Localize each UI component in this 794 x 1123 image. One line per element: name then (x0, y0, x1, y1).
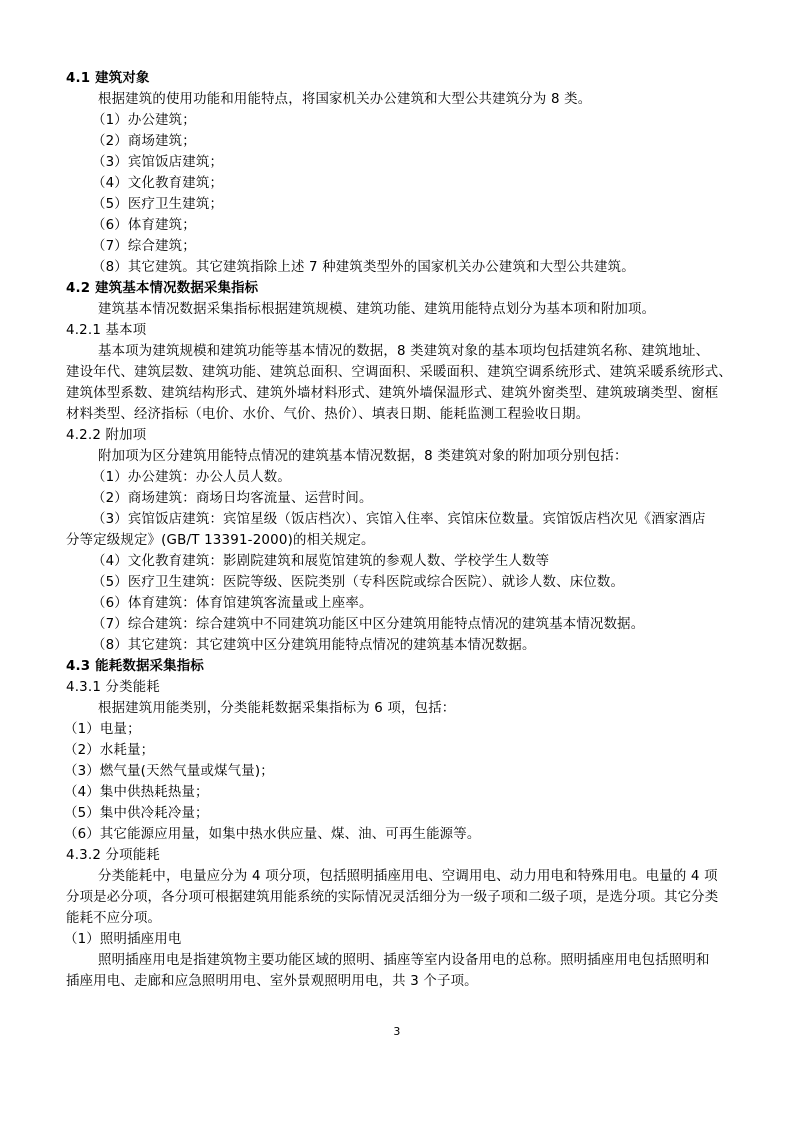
paragraph-line: 建设年代、建筑层数、建筑功能、建筑总面积、空调面积、采暖面积、建筑空调系统形式、建筑采暖系统形式、 (66, 365, 732, 380)
paragraph-line: 分项是必分项，各分项可根据建筑用能系统的实际情况灵活细分为一级子项和二级子项，是选分项。其它分类 (66, 890, 719, 905)
subsection-heading-4-3-1: 4.3.1 分类能耗 (66, 680, 160, 695)
paragraph-line: 插座用电、走廊和应急照明用电、室外景观照明用电，共 3 个子项。 (66, 974, 478, 989)
section-heading-4-1: 4.1 建筑对象 (66, 71, 150, 86)
subsection-heading-4-2-2: 4.2.2 附加项 (66, 428, 147, 443)
sub-item-heading: （1）照明插座用电 (64, 932, 182, 947)
page-number: 3 (393, 1025, 401, 1038)
list-item: （1）办公建筑：办公人员人数。 (92, 470, 291, 485)
paragraph-line: 能耗不应分项。 (66, 911, 162, 926)
list-item: （8）其它建筑。其它建筑指除上述 7 种建筑类型外的国家机关办公建筑和大型公共建筑。 (92, 260, 635, 275)
list-item: （8）其它建筑：其它建筑中区分建筑用能特点情况的建筑基本情况数据。 (92, 638, 536, 653)
list-item: （3）宾馆饭店建筑：宾馆星级（饭店档次）、宾馆入住率、宾馆床位数量。宾馆饭店档次见《酒家酒店 (92, 512, 706, 527)
list-item: （6）体育建筑：体育馆建筑客流量或上座率。 (92, 596, 373, 611)
list-item: （5）集中供冷耗冷量； (64, 806, 209, 821)
list-item: （1）办公建筑； (92, 113, 196, 128)
list-item: （6）体育建筑； (92, 218, 196, 233)
paragraph-line: 照明插座用电是指建筑物主要功能区域的照明、插座等室内设备用电的总称。照明插座用电包括照明和 (98, 953, 710, 968)
paragraph: 建筑基本情况数据采集指标根据建筑规模、建筑功能、建筑用能特点划分为基本项和附加项。 (98, 302, 656, 317)
list-item: （3）宾馆饭店建筑； (92, 155, 224, 170)
paragraph-line: 分类能耗中，电量应分为 4 项分项，包括照明插座用电、空调用电、动力用电和特殊用电。电量的 4 项 (98, 869, 718, 884)
list-item: （2）商场建筑：商场日均客流量、运营时间。 (92, 491, 373, 506)
paragraph-line: 材料类型、经济指标（电价、水价、气价、热价）、填表日期、能耗监测工程验收日期。 (66, 407, 590, 422)
section-heading-4-3: 4.3 能耗数据采集指标 (66, 659, 204, 674)
paragraph-line: 基本项为建筑规模和建筑功能等基本情况的数据，8 类建筑对象的基本项均包括建筑名称、建筑地址、 (98, 344, 710, 359)
paragraph-line: 建筑体型系数、建筑结构形式、建筑外墙材料形式、建筑外墙保温形式、建筑外窗类型、建筑玻璃类型、窗框 (66, 386, 719, 401)
subsection-heading-4-3-2: 4.3.2 分项能耗 (66, 848, 160, 863)
paragraph: 根据建筑用能类别，分类能耗数据采集指标为 6 项，包括： (98, 701, 456, 716)
paragraph: 根据建筑的使用功能和用能特点，将国家机关办公建筑和大型公共建筑分为 8 类。 (98, 92, 592, 107)
section-heading-4-2: 4.2 建筑基本情况数据采集指标 (66, 281, 259, 296)
list-item: （7）综合建筑：综合建筑中不同建筑功能区中区分建筑用能特点情况的建筑基本情况数据。 (92, 617, 645, 632)
list-item: （7）综合建筑； (92, 239, 196, 254)
list-item: （4）文化教育建筑； (92, 176, 224, 191)
list-item: （4）集中供热耗热量； (64, 785, 209, 800)
paragraph: 附加项为区分建筑用能特点情况的建筑基本情况数据，8 类建筑对象的附加项分别包括： (98, 449, 628, 464)
list-item: （1）电量； (64, 722, 141, 737)
list-item: （5）医疗卫生建筑：医院等级、医院类别（专科医院或综合医院）、就诊人数、床位数。 (92, 575, 625, 590)
list-item: （3）燃气量(天然气量或煤气量)； (64, 764, 274, 779)
subsection-heading-4-2-1: 4.2.1 基本项 (66, 323, 147, 338)
list-item: （6）其它能源应用量，如集中热水供应量、煤、油、可再生能源等。 (64, 827, 481, 842)
list-item: （4）文化教育建筑：影剧院建筑和展览馆建筑的参观人数、学校学生人数等 (92, 554, 550, 569)
list-item: （2）水耗量； (64, 743, 155, 758)
list-item-continuation: 分等定级规定》(GB/T 13391-2000)的相关规定。 (66, 533, 375, 548)
list-item: （2）商场建筑； (92, 134, 196, 149)
list-item: （5）医疗卫生建筑； (92, 197, 224, 212)
